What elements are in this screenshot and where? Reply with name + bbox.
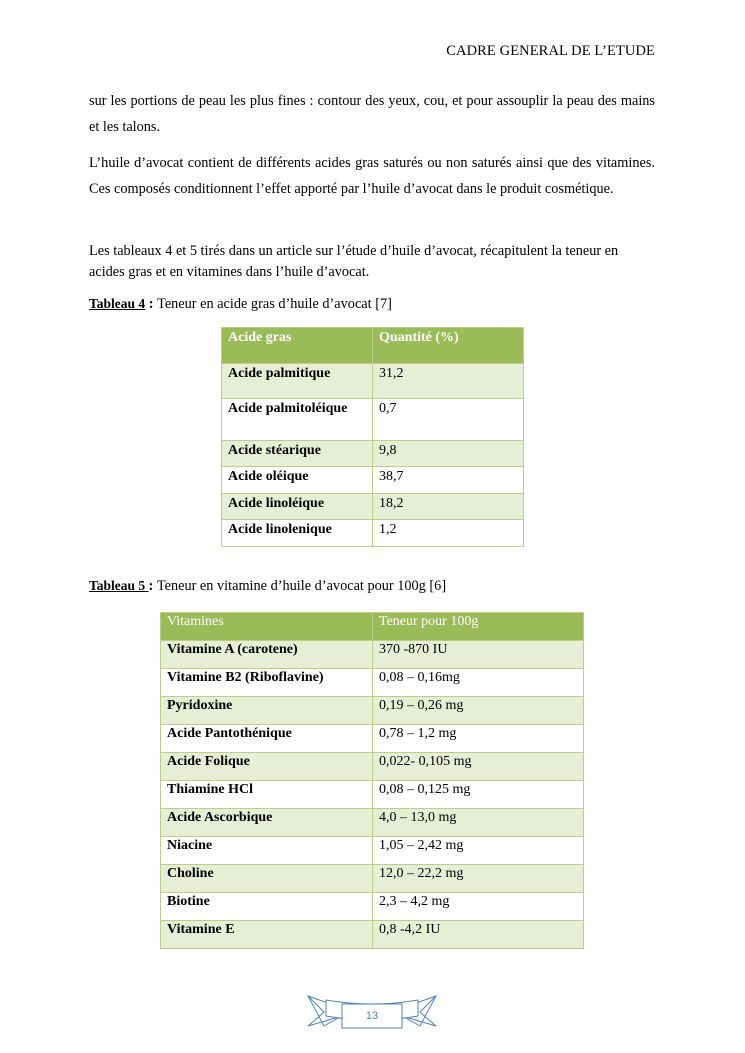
row-label: Niacine — [161, 837, 373, 865]
table-5-label: Tableau 5 — [89, 578, 149, 593]
row-value: 12,0 – 22,2 mg — [373, 865, 584, 893]
row-label: Acide linoléique — [222, 494, 373, 520]
table-row — [222, 467, 524, 494]
row-value: 0,08 – 0,125 mg — [373, 781, 584, 809]
table-4-separator: : — [145, 296, 158, 312]
row-value: 1,05 – 2,42 mg — [373, 837, 584, 865]
row-value: 0,19 – 0,26 mg — [373, 697, 584, 725]
row-value: 4,0 – 13,0 mg — [373, 809, 584, 837]
column-header: Acide gras — [222, 328, 373, 364]
row-value: 2,3 – 4,2 mg — [373, 893, 584, 921]
row-label: Acide oléique — [222, 467, 373, 494]
row-value: 1,2 — [373, 520, 524, 547]
row-value: 370 -870 IU — [373, 641, 584, 669]
row-label: Thiamine HCl — [161, 781, 373, 809]
table-5-caption-text: Teneur en vitamine d’huile d’avocat pour 100g [6] — [156, 578, 447, 594]
row-value: 0,08 – 0,16mg — [373, 669, 584, 697]
table-row — [161, 669, 584, 697]
fatty-acid-table — [221, 327, 524, 547]
table-row — [222, 494, 524, 520]
row-label: Vitamine E — [161, 921, 373, 949]
table-row — [161, 725, 584, 753]
table-row — [161, 781, 584, 809]
table-header-row — [161, 613, 584, 641]
table-4-caption — [89, 296, 392, 313]
table-row — [161, 697, 584, 725]
row-label: Acide palmitique — [222, 364, 373, 399]
column-header: Teneur pour 100g — [373, 613, 584, 641]
row-label: Pyridoxine — [161, 697, 373, 725]
table-row — [222, 399, 524, 441]
row-label: Acide palmitoléique — [222, 399, 373, 441]
table-4-caption-text: Teneur en acide gras d’huile d’avocat [7] — [157, 296, 392, 312]
table-row — [161, 921, 584, 949]
row-label: Acide Ascorbique — [161, 809, 373, 837]
row-label: Acide Pantothénique — [161, 725, 373, 753]
paragraph-1: sur les portions de peau les plus fines : contour des yeux, cou, et pour assouplir la peau des mains et les talons. — [89, 93, 655, 135]
table-row — [222, 520, 524, 547]
row-value: 0,78 – 1,2 mg — [373, 725, 584, 753]
row-label: Vitamine A (carotene) — [161, 641, 373, 669]
row-value: 31,2 — [373, 364, 524, 399]
table-row — [222, 364, 524, 399]
running-header: CADRE GENERAL DE L’ETUDE — [446, 43, 655, 59]
vitamin-table — [160, 612, 584, 949]
paragraph-2: L’huile d’avocat contient de différents acides gras saturés ou non saturés ainsi que des vitamines. Ces composés conditionnent l’effet apporté par l’huile d’avocat dans le produit cosmétique. — [89, 155, 655, 197]
row-value: 18,2 — [373, 494, 524, 520]
row-value: 0,8 -4,2 IU — [373, 921, 584, 949]
row-value: 0,7 — [373, 399, 524, 441]
row-label: Acide Folique — [161, 753, 373, 781]
page-footer — [306, 994, 438, 1034]
row-value: 38,7 — [373, 467, 524, 494]
table-row — [161, 893, 584, 921]
table-row — [161, 837, 584, 865]
row-label: Acide stéarique — [222, 441, 373, 467]
row-value: 9,8 — [373, 441, 524, 467]
table-row — [161, 865, 584, 893]
table-header-row — [222, 328, 524, 364]
column-header: Vitamines — [161, 613, 373, 641]
row-label: Acide linolenique — [222, 520, 373, 547]
table-row — [161, 753, 584, 781]
table-row — [161, 641, 584, 669]
row-label: Choline — [161, 865, 373, 893]
table-row — [222, 441, 524, 467]
paragraph-3: Les tableaux 4 et 5 tirés dans un article sur l’étude d’huile d’avocat, récapitulent la teneur en acides gras et en vitamines dans l’huile d’avocat. — [89, 243, 619, 280]
page-number: 13 — [365, 1010, 379, 1022]
table-4-label: Tableau 4 — [89, 296, 146, 311]
table-5-caption — [89, 578, 446, 595]
row-value: 0,022- 0,105 mg — [373, 753, 584, 781]
row-label: Biotine — [161, 893, 373, 921]
table-row — [161, 809, 584, 837]
row-label: Vitamine B2 (Riboflavine) — [161, 669, 373, 697]
table-5-separator: : — [148, 578, 157, 594]
column-header: Quantité (%) — [373, 328, 524, 364]
